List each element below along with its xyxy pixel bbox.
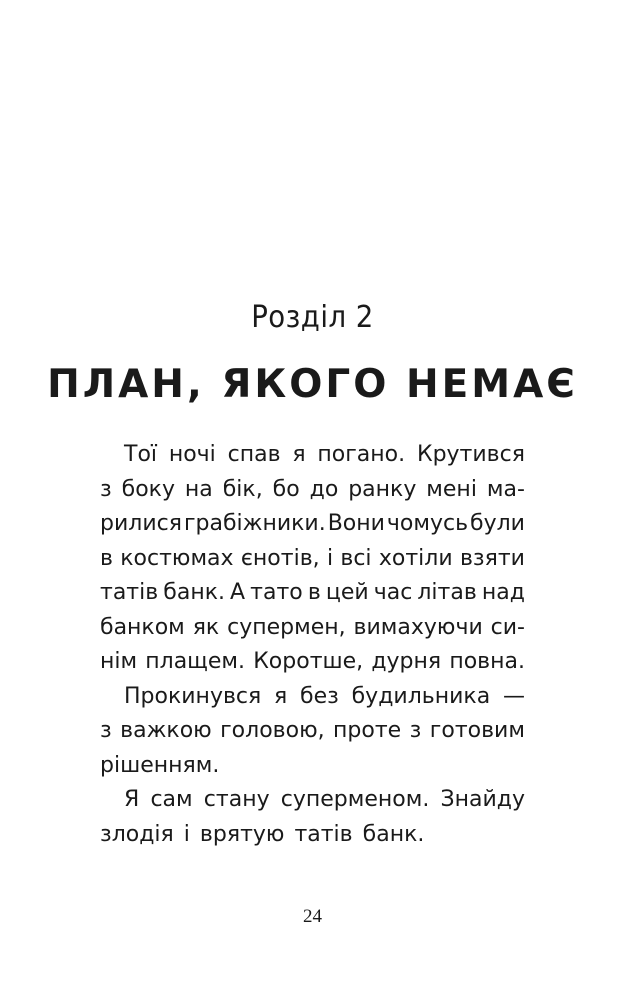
word: банк.	[163, 580, 225, 605]
word: і	[326, 545, 334, 571]
word: грабіжники.	[183, 511, 326, 536]
word: банк.	[362, 821, 425, 847]
word: головою,	[220, 718, 325, 743]
word: суперменом.	[280, 787, 430, 812]
word: нім	[100, 649, 138, 674]
text-line	[100, 818, 525, 853]
text-line	[100, 473, 525, 508]
word: рішенням.	[100, 752, 220, 778]
page-number: 24	[303, 906, 322, 927]
word: без	[300, 683, 339, 709]
text-line	[100, 645, 525, 680]
word: до	[309, 476, 339, 502]
text-line	[100, 611, 525, 646]
word: спав	[227, 442, 281, 467]
word: ранку	[348, 476, 417, 502]
text-line	[100, 507, 525, 542]
word: си-	[490, 614, 525, 640]
word: А	[230, 580, 246, 605]
text-line	[100, 438, 525, 473]
word: в	[100, 545, 113, 571]
word: будильника	[351, 683, 491, 709]
text-line	[100, 749, 525, 784]
word: татів	[100, 580, 159, 605]
word: бо	[272, 476, 300, 502]
text-line	[100, 714, 525, 749]
word: вимахуючи	[353, 614, 483, 640]
word: чомусь	[386, 511, 469, 536]
word: хотіли	[378, 545, 453, 571]
word: я	[292, 442, 306, 467]
word: Коротше,	[253, 649, 364, 674]
word: стану	[203, 787, 270, 812]
word: Знайду	[440, 787, 525, 812]
word: бік,	[222, 476, 263, 502]
word: Тої	[124, 442, 158, 467]
text-line	[100, 680, 525, 715]
word: повна.	[449, 649, 525, 674]
text-line	[100, 576, 525, 611]
word: готовим	[429, 718, 525, 743]
word: над	[481, 580, 525, 605]
word: супермен,	[227, 614, 346, 640]
word: врятую	[199, 821, 285, 847]
word: цей	[325, 580, 369, 605]
text-line	[100, 542, 525, 577]
word: дурня	[371, 649, 442, 674]
word: взяти	[459, 545, 525, 571]
word: Вони	[327, 511, 385, 536]
word: ночі	[168, 442, 216, 467]
word: злодія	[100, 821, 174, 847]
word: боку	[121, 476, 175, 502]
chapter-label: Розділ 2	[251, 300, 374, 335]
word: і	[183, 821, 190, 847]
word: погано.	[317, 442, 406, 467]
word: тато	[250, 580, 303, 605]
word: банком	[100, 614, 185, 640]
word: з	[100, 718, 112, 743]
word: рилися	[100, 511, 182, 536]
word: важкою	[120, 718, 212, 743]
word: проте	[333, 718, 402, 743]
word: з	[409, 718, 422, 743]
word: всі	[340, 545, 372, 571]
word: в	[307, 580, 321, 605]
word: літав	[417, 580, 477, 605]
word: Я	[124, 787, 140, 812]
word: єнотів,	[240, 545, 320, 571]
word: час	[373, 580, 413, 605]
word: Крутився	[416, 442, 525, 467]
word: —	[502, 683, 525, 709]
body-text	[100, 438, 525, 852]
word: костюмах	[120, 545, 234, 571]
word: сам	[150, 787, 193, 812]
chapter-title: ПЛАН, ЯКОГО НЕМАЄ	[47, 362, 578, 407]
word: плащем.	[145, 649, 246, 674]
word: були	[470, 511, 525, 536]
word: на	[184, 476, 213, 502]
word: татів	[294, 821, 353, 847]
word: Прокинувся	[124, 683, 262, 709]
word: мені	[426, 476, 477, 502]
word: ма-	[486, 476, 525, 502]
text-line	[100, 783, 525, 818]
word: я	[274, 683, 288, 709]
word: з	[100, 476, 112, 502]
word: як	[192, 614, 220, 640]
